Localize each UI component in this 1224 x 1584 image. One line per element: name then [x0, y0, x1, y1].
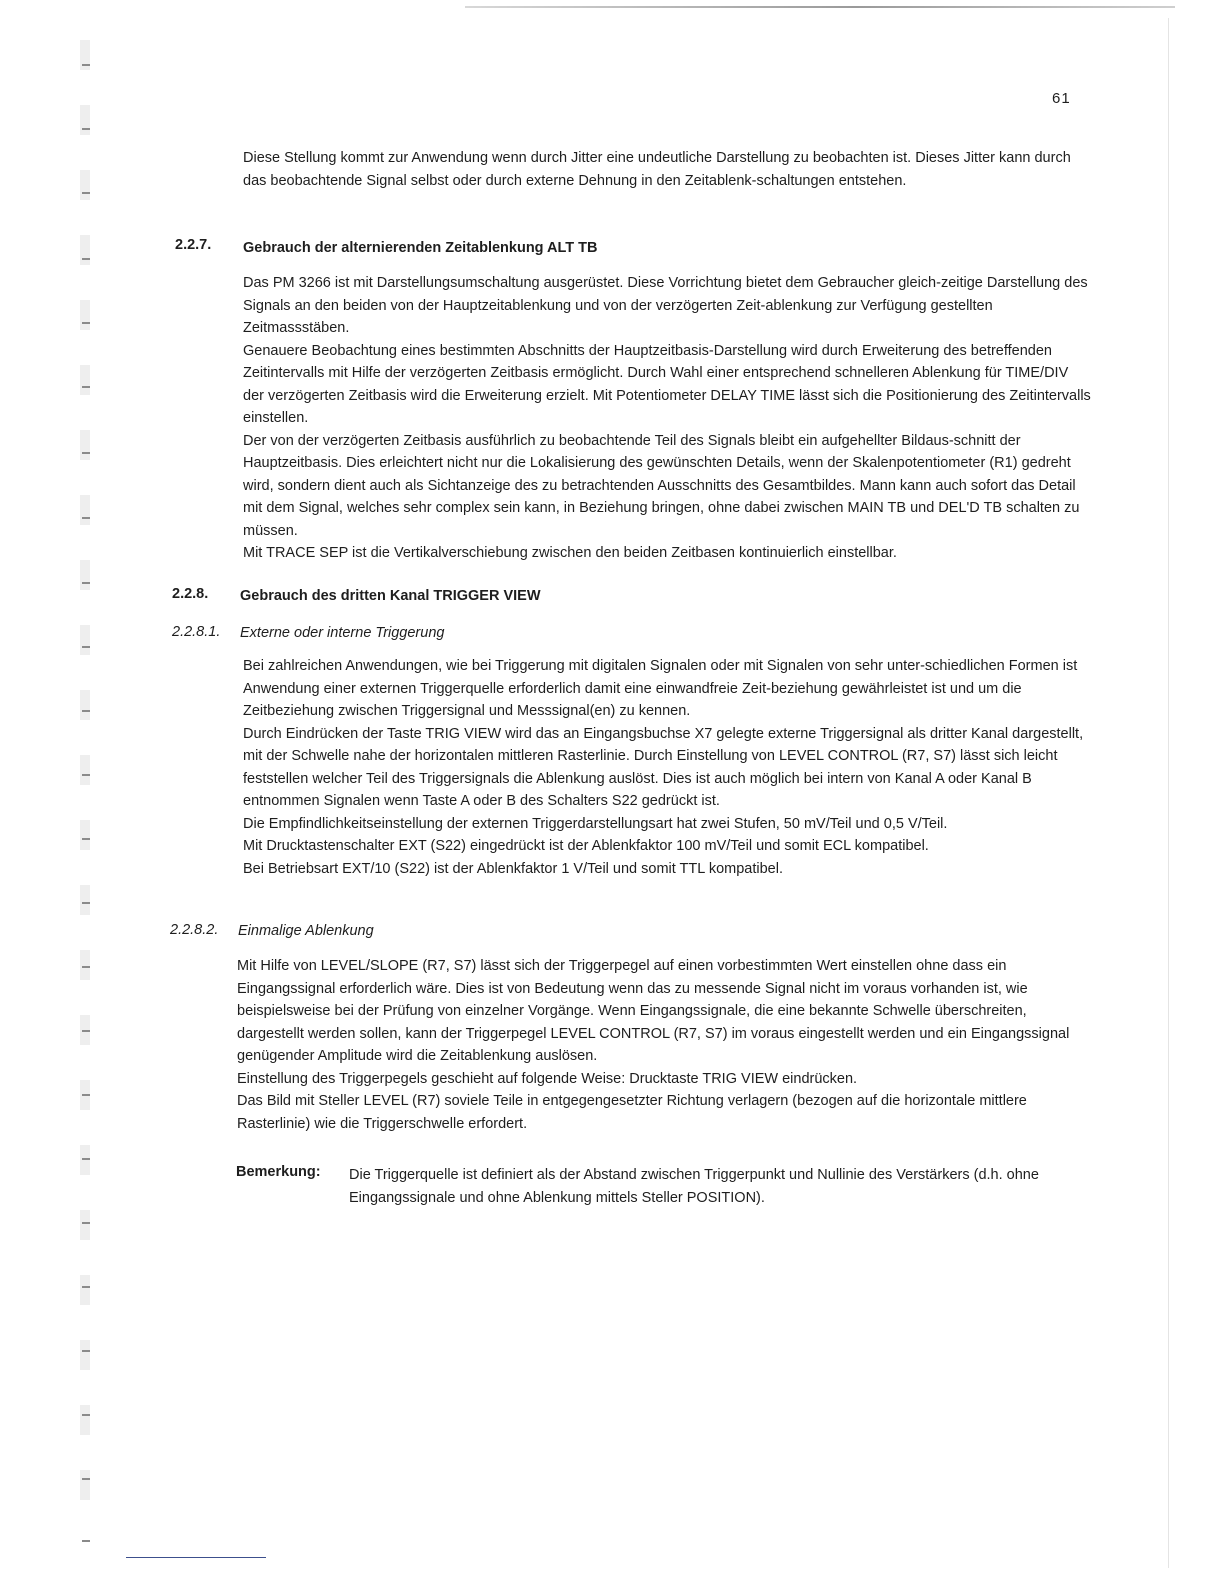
binding-hole [82, 646, 90, 648]
binding-shadow [80, 235, 90, 265]
binding-shadow [80, 625, 90, 655]
binding-hole [82, 774, 90, 776]
section-227-paragraph: Das PM 3266 ist mit Darstellungsumschaltung ausgerüstet. Diese Vorrichtung bietet dem Gebraucher gleich-zeitige Darstellung des Signals an den beiden von der Hauptzeitablenkung und von der verzögerten Zeit-ablenkung zur Verfügung gestellten Zeitmassstäben. [243, 275, 1088, 336]
binding-hole [82, 322, 90, 324]
section-227-paragraph: Genauere Beobachtung eines bestimmten Abschnitts der Hauptzeitbasis-Darstellung wird durch Erweiterung des betreffenden Zeitintervalls mit Hilfe der verzögerten Zeitbasis ermöglicht. Durch Wahl einer entsprechend schnelleren Ablenkung für TIME/DIV der verzögerten Zeitbasis wird die Erweiterung erzielt. Mit Potentiometer DELAY TIME lässt sich die Positionierung des Zeitintervalls einstellen. [243, 342, 1091, 426]
section-2282-paragraph: Mit Hilfe von LEVEL/SLOPE (R7, S7) lässt sich der Triggerpegel auf einen vorbestimmten Wert einstellen ohne dass ein Eingangssignal erforderlich wäre. Dies ist von Bedeutung wenn das zu messende Signal nicht im voraus vorhanden ist, wie beispielsweise bei der Prüfung von einzelner Vorgänge. Wenn Eingangssignale, die eine bekannte Schwelle überschreiten, dargestellt werden sollen, kann der Triggerpegel LEVEL CONTROL (R7, S7) im voraus eingestellt werden und ein Eingangssignal genügender Amplitude wird die Zeitablenkung auslösen. [237, 958, 1070, 1064]
section-227-number: 2.2.7. [175, 237, 212, 253]
binding-shadow [80, 430, 90, 460]
binding-hole [82, 966, 90, 968]
binding-shadow [80, 495, 90, 525]
binding-shadow [80, 1470, 90, 1500]
binding-shadow [80, 885, 90, 915]
section-227-title: Gebrauch der alternierenden Zeitablenkung ALT TB [243, 240, 598, 256]
binding-shadow [80, 170, 90, 200]
binding-shadow [80, 560, 90, 590]
note-label: Bemerkung: [236, 1164, 321, 1180]
page-number: 61 [1052, 90, 1071, 107]
binding-hole [82, 128, 90, 130]
intro-paragraph: Diese Stellung kommt zur Anwendung wenn durch Jitter eine undeutliche Darstellung zu beobachten ist. Dieses Jitter kann durch das beobachtende Signal selbst oder durch externe Dehnung in den Zeitablenk-schaltungen entstehen. [243, 150, 1071, 189]
binding-hole [82, 582, 90, 584]
binding-hole [82, 902, 90, 904]
binding-hole [82, 64, 90, 66]
section-227-paragraph: Mit TRACE SEP ist die Vertikalverschiebung zwischen den beiden Zeitbasen kontinuierlich einstellbar. [243, 545, 897, 561]
binding-hole [82, 1350, 90, 1352]
section-2281-paragraph: Bei Betriebsart EXT/10 (S22) ist der Ablenkfaktor 1 V/Teil und somit TTL kompatibel. [243, 860, 783, 877]
binding-shadow [80, 1210, 90, 1240]
binding-hole [82, 192, 90, 194]
binding-hole [82, 1414, 90, 1416]
section-228-title: Gebrauch des dritten Kanal TRIGGER VIEW [240, 588, 541, 604]
section-227-paragraph: Der von der verzögerten Zeitbasis ausführlich zu beobachtende Teil des Signals bleibt ein aufgehellter Bildaus-schnitt der Hauptzeitbasis. Dies erleichtert nicht nur die Lokalisierung des gewünschten Details, wenn der Skalenpotentiometer (R1) gedreht wird, sondern dient auch als Sichtanzeige des zu betrachtenden Ausschnitts des Gesamtbildes. Mann kann auch sofort das Detail mit dem Signal, welches sehr complex sein kann, in Beziehung bringen, ohne dabei zwischen MAIN TB und DEL'D TB schalten zu müssen. [243, 432, 1080, 539]
section-2282-paragraph: Das Bild mit Steller LEVEL (R7) soviele Teile in entgegengesetzter Richtung verlagern (bezogen auf die horizontale mittlere Rasterlinie) wie die Triggerschwelle erfordert. [237, 1093, 1027, 1132]
binding-shadow [80, 105, 90, 135]
binding-shadow [80, 1275, 90, 1305]
section-2281-paragraph: Bei zahlreichen Anwendungen, wie bei Triggerung mit digitalen Signalen oder mit Signalen von sehr unter-schiedlichen Formen ist Anwendung einer externen Triggerquelle erforderlich damit eine einwandfreie Zeit-beziehung gewährleistet ist und um die Zeitbeziehung zwischen Triggersignal und Messsignal(en) zu kennen. [243, 658, 1078, 719]
binding-hole [82, 838, 90, 840]
scan-top-edge-line [465, 6, 1175, 8]
binding-shadow [80, 690, 90, 720]
binding-hole [82, 1158, 90, 1160]
section-2282-title: Einmalige Ablenkung [238, 923, 374, 939]
scan-right-edge-line [1168, 18, 1169, 1568]
section-2281-paragraph: Die Empfindlichkeitseinstellung der externen Triggerdarstellungsart hat zwei Stufen, 50 mV/Teil und 0,5 V/Teil. [243, 815, 948, 832]
binding-hole [82, 1540, 90, 1542]
intro-paragraph-block [243, 147, 1093, 192]
section-2282-paragraph: Einstellung des Triggerpegels geschieht auf folgende Weise: Drucktaste TRIG VIEW eindrücken. [237, 1070, 858, 1087]
binding-shadow [80, 300, 90, 330]
note-text: Die Triggerquelle ist definiert als der Abstand zwischen Triggerpunkt und Nullinie des Verstärkers (d.h. ohne Eingangssignale und ohne Ablenkung mittels Steller POSITION). [349, 1167, 1039, 1206]
binding-hole [82, 1478, 90, 1480]
binding-shadow [80, 1340, 90, 1370]
section-2282-number: 2.2.8.2. [170, 922, 219, 938]
section-2281-number: 2.2.8.1. [172, 624, 221, 640]
binding-holes-strip [78, 20, 96, 1565]
section-2281-paragraph: Mit Drucktastenschalter EXT (S22) eingedrückt ist der Ablenkfaktor 100 mV/Teil und somit ECL kompatibel. [243, 838, 929, 854]
binding-shadow [80, 1145, 90, 1175]
binding-shadow [80, 365, 90, 395]
binding-hole [82, 710, 90, 712]
binding-shadow [80, 820, 90, 850]
binding-hole [82, 452, 90, 454]
section-227-body [243, 272, 1093, 565]
section-2282-body [237, 955, 1087, 1135]
footnote-rule [126, 1557, 266, 1558]
section-228-number: 2.2.8. [172, 586, 209, 602]
binding-hole [82, 1094, 90, 1096]
binding-shadow [80, 950, 90, 980]
section-2281-paragraph: Durch Eindrücken der Taste TRIG VIEW wird das an Eingangsbuchse X7 gelegte externe Triggersignal als dritter Kanal dargestellt, mit der Schwelle nahe der horizontalen mittleren Rasterlinie. Durch Einstellung von LEVEL CONTROL (R7, S7) lässt sich leicht feststellen welcher Teil des Triggersignals die Ablenkung auslöst. Dies ist auch möglich bei intern von Kanal A oder Kanal B entnommen Signalen wenn Taste A oder B des Schalters S22 gedrückt ist. [243, 725, 1084, 809]
binding-hole [82, 1030, 90, 1032]
binding-hole [82, 386, 90, 388]
binding-hole [82, 1222, 90, 1224]
binding-hole [82, 1286, 90, 1288]
section-2281-body [243, 655, 1093, 880]
binding-hole [82, 517, 90, 519]
binding-hole [82, 258, 90, 260]
binding-shadow [80, 1405, 90, 1435]
binding-shadow [80, 755, 90, 785]
section-2281-title: Externe oder interne Triggerung [240, 625, 445, 641]
